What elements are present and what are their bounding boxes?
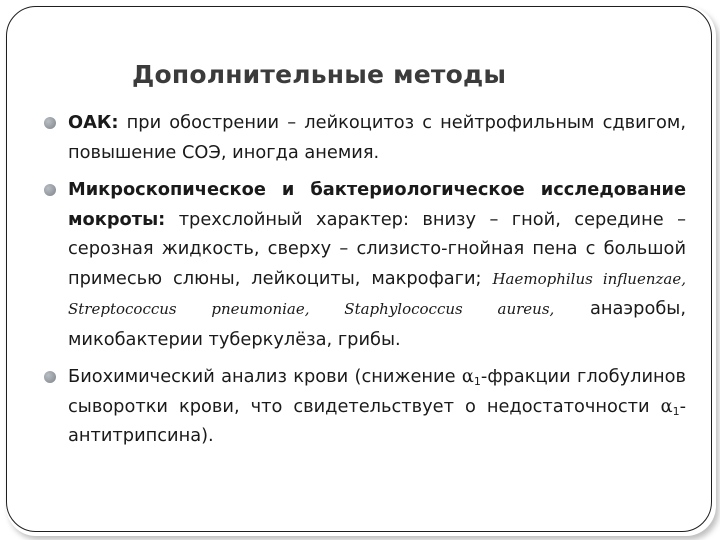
bullet-text: трехслойный характер: внизу – гной, середине – серозная жидкость, сверху – слизисто-гнойная пена с большой примесью слюны, лейкоциты, макрофаги; (68, 208, 686, 289)
bullet-text: при обострении – лейкоцитоз с нейтрофильным сдвигом, повышение СОЭ, иногда анемия. (68, 112, 686, 163)
bullet-item-oak (40, 108, 686, 167)
alpha-subscript-2: 1 (672, 404, 680, 418)
bullet-label: ОАК: (68, 112, 119, 133)
bullet-text-mid: -фракции глобулинов сыворотки крови, что свидетельствует о недостаточности (68, 366, 686, 417)
bullet-text: Биохимический анализ крови (снижение (68, 366, 462, 387)
bullet-list (40, 108, 686, 459)
bullet-dot-icon (44, 117, 56, 129)
slide-title: Дополнительные методы (132, 60, 507, 89)
alpha-subscript: 1 (473, 375, 481, 388)
bullet-text-end: -антитрипсина). (68, 395, 686, 446)
latin-pathogens: Haemophilus influenzae, Streptococcus pneumoniae, Staphylococcus aureus, (68, 269, 686, 318)
bullet-text-end: анаэробы, микобактерии туберкулёза, грибы. (68, 298, 686, 350)
bullet-dot-icon (44, 371, 56, 383)
alpha-symbol: α (461, 366, 474, 387)
bullet-dot-icon (44, 184, 56, 196)
bullet-item-biochem (40, 362, 686, 451)
bullet-label: Микроскопическое и бактериологическое исследование мокроты: (68, 179, 686, 230)
bullet-item-sputum (40, 175, 686, 354)
alpha-symbol-2: α (660, 395, 673, 417)
